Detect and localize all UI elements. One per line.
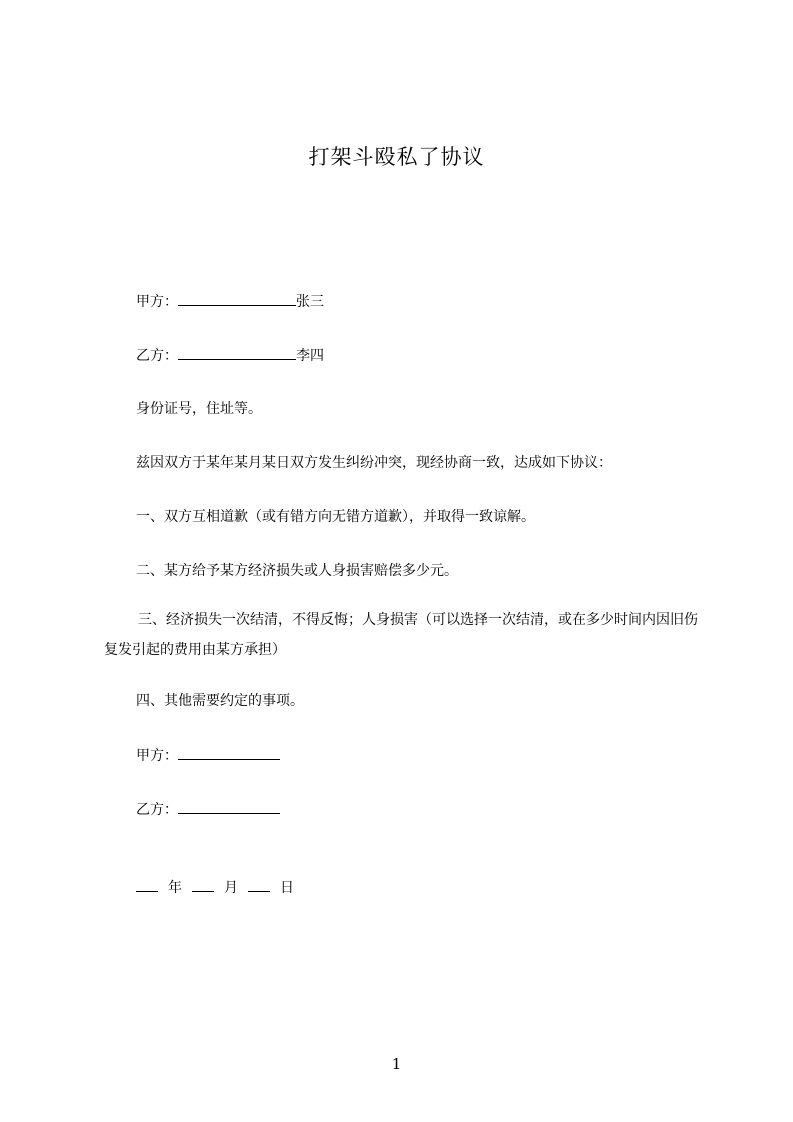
document-title: 打架斗殴私了协议: [308, 145, 485, 169]
party-a-blank: [178, 291, 296, 306]
signature-a-blank: [178, 745, 280, 760]
clause-2: 二、某方给予某方经济损失或人身损害赔偿多少元。: [136, 563, 458, 579]
intro-paragraph: 兹因双方于某年某月某日双方发生纠纷冲突，现经协商一致，达成如下协议：: [136, 455, 612, 471]
page-number: 1: [391, 1055, 402, 1073]
signature-b-blank: [178, 799, 280, 814]
party-b-blank: [178, 345, 296, 360]
party-b-label: 乙方：: [136, 348, 178, 364]
clause-1: 一、双方互相道歉（或有错方向无错方道歉），并取得一致谅解。: [136, 509, 535, 525]
month-label: 月: [224, 880, 238, 896]
year-label: 年: [168, 880, 182, 896]
party-a-label: 甲方：: [136, 294, 178, 310]
signature-b-line: [136, 799, 280, 820]
id-address-note: 身份证号，住址等。: [136, 401, 262, 417]
party-a-value: 张三: [296, 294, 324, 310]
clause-3: 三、经济损失一次结清，不得反悔；人身损害（可以选择一次结清，或在多少时间内因旧伤复发引起的费用由某方承担）: [104, 612, 698, 658]
signature-b-label: 乙方：: [136, 802, 178, 818]
party-a-line: [136, 291, 324, 312]
party-b-value: 李四: [296, 348, 324, 364]
signature-a-line: [136, 745, 280, 766]
day-label: 日: [280, 880, 294, 896]
clause-4: 四、其他需要约定的事项。: [136, 693, 304, 709]
month-blank: [192, 877, 214, 892]
year-blank: [136, 877, 158, 892]
date-line: [136, 877, 304, 898]
party-b-line: [136, 345, 324, 366]
signature-a-label: 甲方：: [136, 748, 178, 764]
day-blank: [248, 877, 270, 892]
